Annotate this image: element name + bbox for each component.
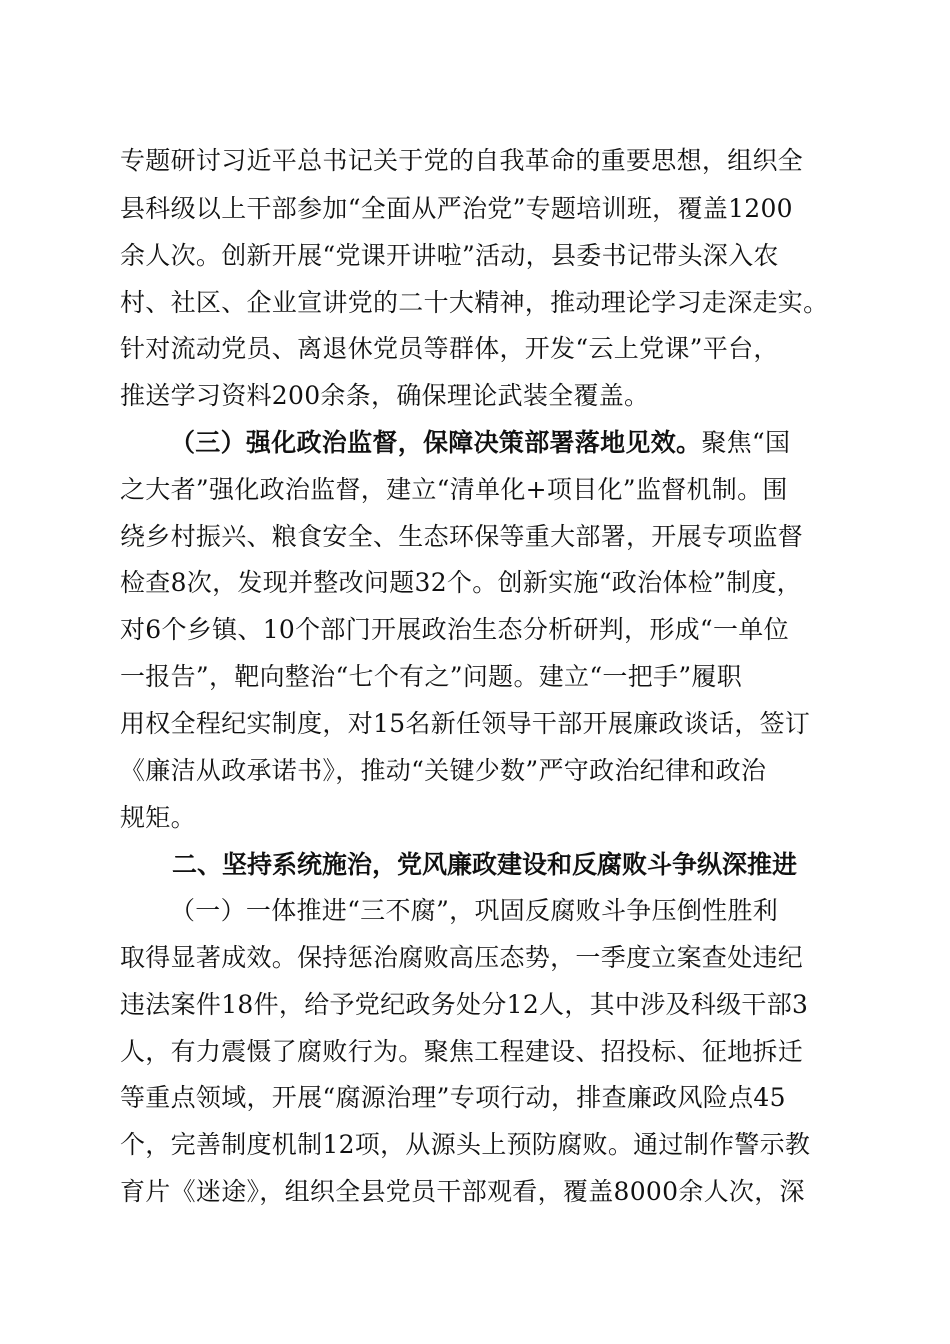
body-text-line: 个，完善制度机制12项，从源头上预防腐败。通过制作警示教 xyxy=(120,1130,811,1159)
section-heading: 二、坚持系统施治，党风廉政建设和反腐败斗争纵深推进 xyxy=(172,850,798,879)
body-text-line: 专题研讨习近平总书记关于党的自我革命的重要思想，组织全 xyxy=(120,146,804,175)
body-text-line: 对6个乡镇、10个部门开展政治生态分析研判，形成“一单位 xyxy=(120,615,789,644)
subsection-heading-continued: 取得显著成效。 xyxy=(120,943,298,972)
body-text-line: 针对流动党员、离退休党员等群体，开发“云上党课”平台， xyxy=(120,334,779,363)
subsection-paragraph xyxy=(120,943,803,973)
subsection-heading: （三）强化政治监督，保障决策部署落地见效。 xyxy=(170,428,702,457)
body-text-line: 之大者”强化政治监督，建立“清单化+项目化”监督机制。围 xyxy=(120,475,788,504)
body-text-line: 《廉洁从政承诺书》，推动“关键少数”严守政治纪律和政治 xyxy=(120,756,767,785)
subsection-paragraph xyxy=(170,428,790,458)
subsection-heading: （一）一体推进“三不腐”，巩固反腐败斗争压倒性胜利 xyxy=(170,896,779,925)
body-text: 保持惩治腐败高压态势，一季度立案查处违纪 xyxy=(297,943,804,972)
body-text-line: 余人次。创新开展“党课开讲啦”活动，县委书记带头深入农 xyxy=(120,241,779,270)
body-text-line: 育片《迷途》，组织全县党员干部观看，覆盖8000余人次，深 xyxy=(120,1177,805,1206)
body-text-line: 等重点领域，开展“腐源治理”专项行动，排查廉政风险点45 xyxy=(120,1083,786,1112)
body-text-line: 一报告”，靶向整治“七个有之”问题。建立“一把手”履职 xyxy=(120,662,743,691)
body-text-line: 规矩。 xyxy=(120,803,196,832)
body-text-line: 推送学习资料200余条，确保理论武装全覆盖。 xyxy=(120,381,650,410)
body-text-line: 县科级以上干部参加“全面从严治党”专题培训班，覆盖1200 xyxy=(120,194,793,223)
body-text-line: 检查8次，发现并整改问题32个。创新实施“政治体检”制度， xyxy=(120,568,802,597)
body-text-line: 绕乡村振兴、粮食安全、生态环保等重大部署，开展专项监督 xyxy=(120,522,804,551)
body-text: 聚焦“国 xyxy=(701,428,791,457)
body-text-line: 用权全程纪实制度，对15名新任领导干部开展廉政谈话，签订 xyxy=(120,709,811,738)
body-text-line: 违法案件18件，给予党纪政务处分12人，其中涉及科级干部3 xyxy=(120,990,809,1019)
body-text-line: 人，有力震慑了腐败行为。聚焦工程建设、招投标、征地拆迁 xyxy=(120,1037,804,1066)
body-text-line: 村、社区、企业宣讲党的二十大精神，推动理论学习走深走实。 xyxy=(120,288,829,317)
